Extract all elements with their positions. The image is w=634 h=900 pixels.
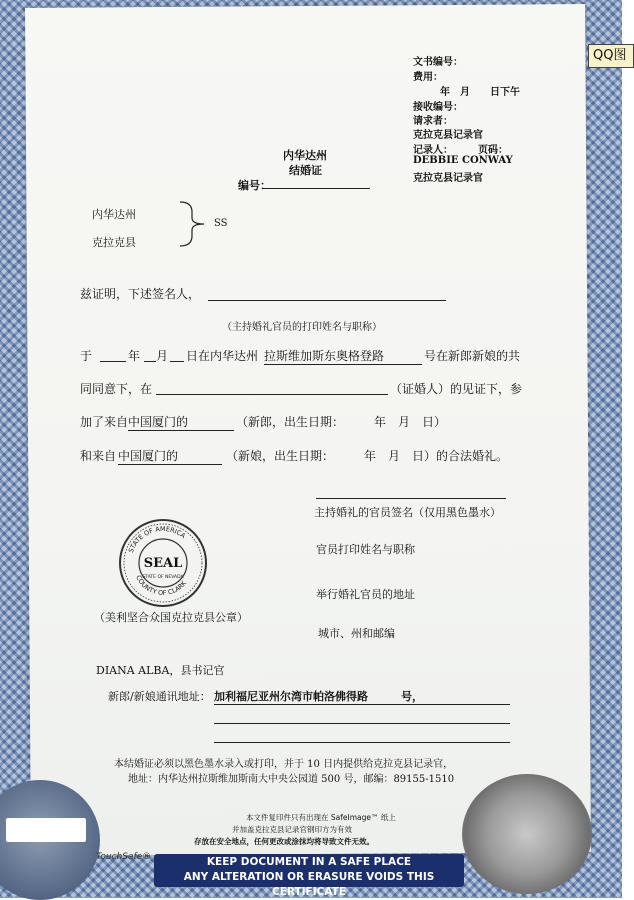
line2-prefix: 同同意下，在 — [80, 382, 153, 396]
warning-banner — [154, 854, 464, 898]
groom-origin: 中国厦门的 — [128, 413, 234, 431]
line1-prefix: 于 — [80, 349, 93, 363]
line1-month: 月 — [156, 349, 169, 363]
address-line-3 — [214, 742, 510, 743]
certificate-title: 结婚证 — [289, 164, 322, 177]
officiant-print-caption: 官员打印姓名与职称 — [316, 543, 415, 556]
line3-prefix: 加了来自 — [80, 415, 129, 429]
doc-number-label: 文书编号： — [413, 57, 463, 68]
recorder-title: 克拉克县记录官 — [413, 173, 483, 184]
bride-birthdate: （新娘，出生日期： 年 月 日）的合法婚礼。 — [226, 449, 509, 463]
seal-bottom-text: COUNTY OF CLARK — [134, 574, 189, 598]
line2-suffix: （证婚人）的见证下，参 — [390, 382, 523, 396]
certificate-number-line — [262, 188, 370, 189]
recorder-name: DEBBIE CONWAY — [413, 155, 513, 166]
city-state-zip-caption: 城市、州和邮编 — [318, 627, 395, 640]
footer-instruction: 本结婚证必须以黑色墨水录入或打印，并于 10 日内提供给克拉克县记录官， — [114, 759, 454, 770]
certify-text: 兹证明，下述签名人， — [80, 287, 201, 301]
year-line — [100, 361, 126, 362]
bride-origin: 中国厦门的 — [118, 447, 222, 465]
officiant-sign-caption: 主持婚礼的官员签名（仅用黑色墨水） — [314, 506, 501, 519]
corner-tag: QQ图 — [588, 44, 634, 68]
certificate-number-label: 编号： — [238, 179, 271, 192]
day-line — [170, 361, 184, 362]
safe-image-line3: 存放在安全地点，任何更改或涂抹均将导致文件无效。 — [194, 837, 374, 846]
header-state: 内华达州 — [283, 149, 327, 162]
requester-label: 请求者： — [413, 116, 453, 127]
line1-year: 年 — [128, 349, 141, 363]
jurisdiction-county: 克拉克县 — [92, 236, 136, 249]
officiant-address-caption: 举行婚礼官员的地址 — [316, 588, 415, 601]
touchsafe-logo: TouchSafe® — [96, 852, 152, 862]
witness-line — [156, 394, 388, 395]
recorder-book-label: 记录人： 页码： — [413, 145, 508, 156]
line1-day: 日在内华达州 — [186, 349, 259, 363]
ss-mark: SS — [214, 218, 228, 229]
couple-address-label: 新郎/新娘通讯地址： — [108, 690, 211, 703]
banner-line1: KEEP DOCUMENT IN A SAFE PLACE — [206, 856, 412, 868]
officiant-name-line — [208, 300, 446, 301]
seal-caption: （美利坚合众国克拉克县公章） — [94, 611, 248, 624]
redacted-block — [6, 818, 86, 842]
line1-suffix: 号在新郎新娘的共 — [424, 349, 521, 363]
jurisdiction-state: 内华达州 — [92, 208, 136, 221]
recorder-office: 克拉克县记录官 — [413, 130, 483, 141]
officiant-signature-line — [316, 498, 506, 499]
address-line-2 — [214, 723, 510, 724]
date-line: 年 月 日下午 — [440, 87, 520, 98]
brace-icon — [178, 200, 218, 248]
received-number-label: 接收编号： — [413, 102, 463, 113]
safe-image-line2: 并加盖克拉克县记录官钢印方为有效 — [232, 825, 352, 834]
seal-state-text: STATE OF NEVADA — [142, 575, 184, 580]
couple-address-value: 加利福尼亚州尔湾市帕洛佛得路 号， — [214, 688, 510, 705]
officiant-caption: （主持婚礼官员的打印姓名与职称） — [222, 322, 382, 333]
county-seal-icon — [118, 518, 208, 608]
seal-center-text: SEAL — [143, 556, 183, 571]
seal-top-text: STATE OF AMERICA — [126, 524, 188, 554]
county-clerk: DIANA ALBA，县书记官 — [96, 664, 225, 677]
marriage-place: 拉斯维加斯东奥格登路 — [264, 347, 422, 365]
safe-image-line1: 本文件复印件只有出现在 SafeImage™ 纸上 — [246, 813, 396, 822]
month-line — [144, 361, 156, 362]
banner-line2: ANY ALTERATION OR ERASURE VOIDS THIS CERTIFICATE — [183, 871, 435, 898]
footer-address: 地址：内华达州拉斯维加斯南大中央公园道 500 号，邮编：89155-1510 — [128, 774, 455, 785]
hologram-seal-icon — [462, 774, 592, 894]
line4-prefix: 和来自 — [80, 449, 117, 463]
groom-birthdate: （新郎，出生日期： 年 月 日） — [236, 415, 447, 429]
fee-label: 费用： — [413, 72, 443, 83]
